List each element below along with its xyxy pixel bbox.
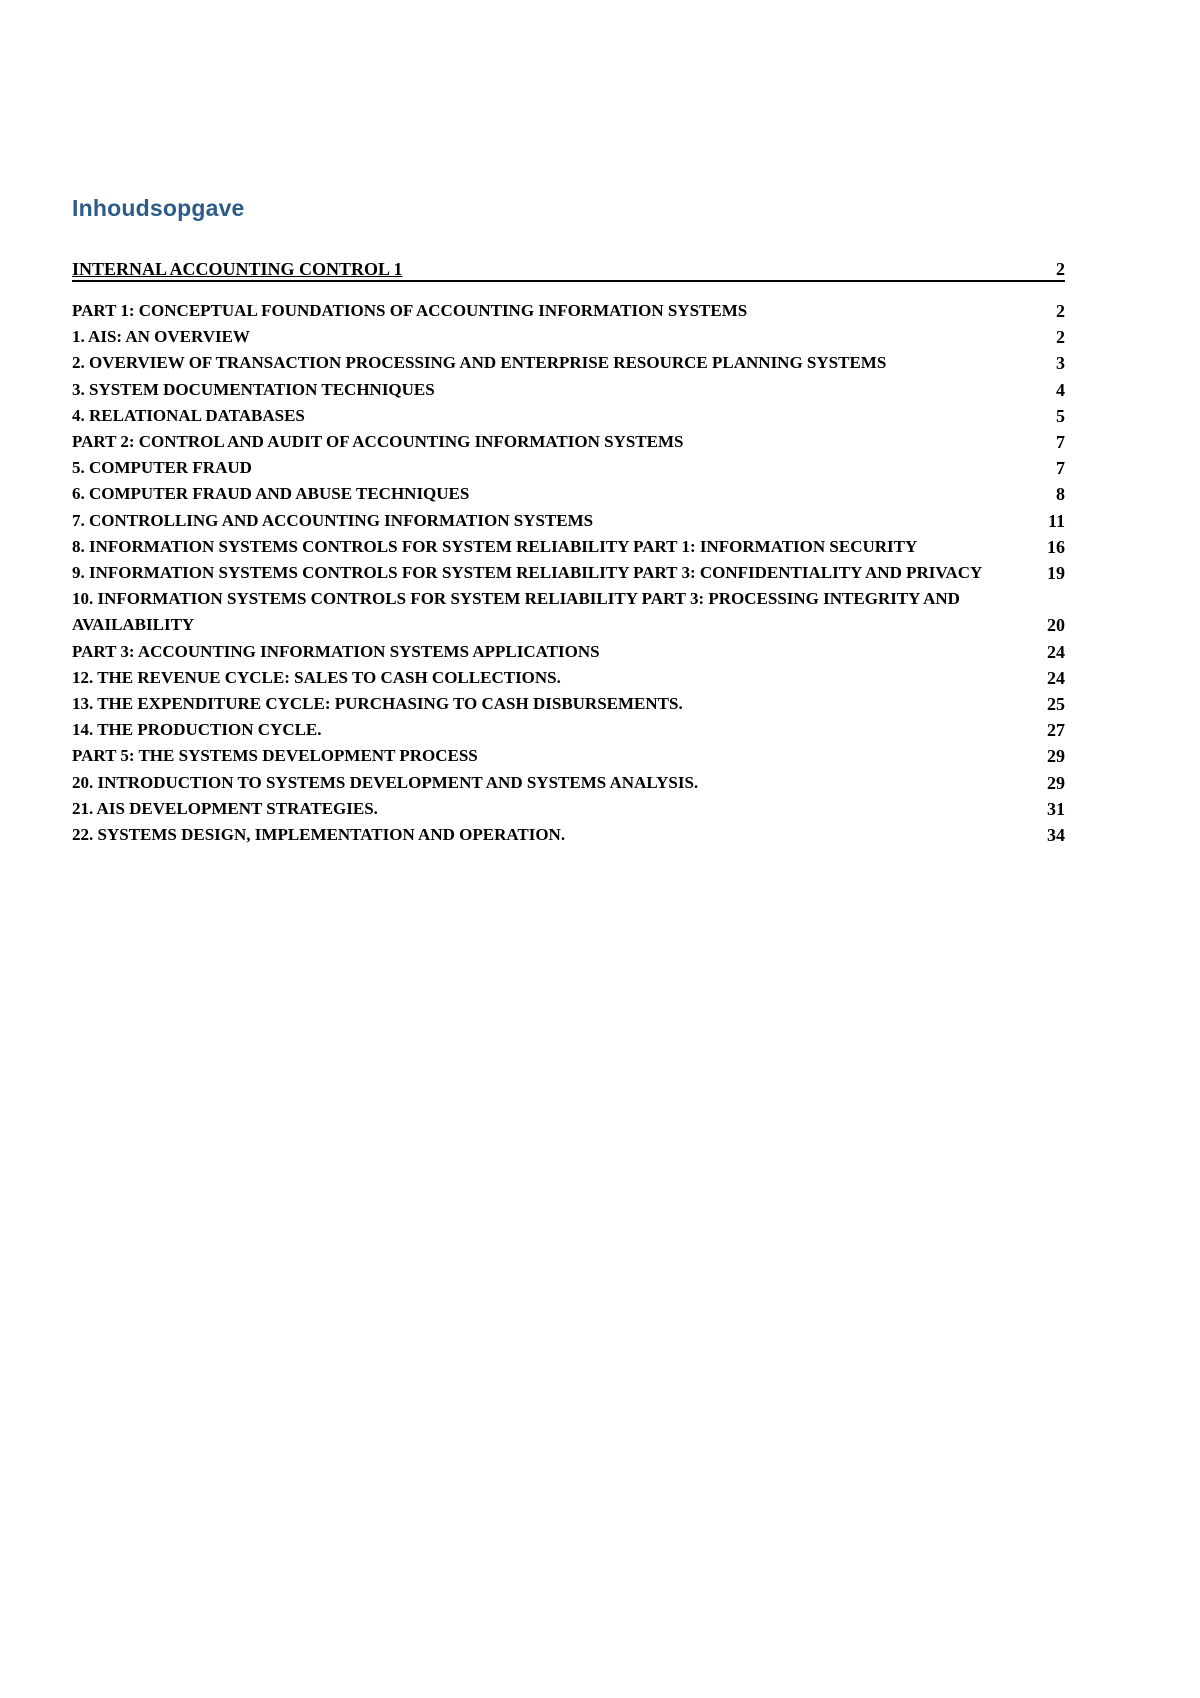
toc-entry[interactable] <box>72 717 1065 743</box>
toc-entry-title: 21. AIS DEVELOPMENT STRATEGIES. <box>72 798 378 818</box>
toc-entry[interactable] <box>72 770 1065 796</box>
toc-entry-page: 19 <box>1047 563 1065 584</box>
toc-entry[interactable] <box>72 796 1065 822</box>
toc-entry[interactable] <box>72 350 1065 376</box>
toc-entry[interactable] <box>72 560 1065 586</box>
toc-entry-title: INTERNAL ACCOUNTING CONTROL 1 <box>72 259 403 279</box>
toc-entry[interactable] <box>72 298 1065 324</box>
toc-entry-page: 5 <box>1056 405 1065 426</box>
toc-entry-page: 3 <box>1056 353 1065 374</box>
toc-list <box>72 298 1065 848</box>
toc-entry-page: 16 <box>1047 536 1065 557</box>
toc-entry-title: 9. INFORMATION SYSTEMS CONTROLS FOR SYSTEM RELIABILITY PART 3: CONFIDENTIALITY AND PRIVACY <box>72 563 983 583</box>
toc-entry-page: 25 <box>1047 694 1065 715</box>
toc-entry[interactable] <box>72 481 1065 507</box>
toc-entry-page: 7 <box>1056 458 1065 479</box>
toc-entry[interactable] <box>72 534 1065 560</box>
toc-entry[interactable] <box>72 455 1065 481</box>
toc-entry-title: 1. AIS: AN OVERVIEW <box>72 327 250 347</box>
toc-entry-title: 3. SYSTEM DOCUMENTATION TECHNIQUES <box>72 379 435 399</box>
toc-entry-page: 8 <box>1056 484 1065 505</box>
toc-entry-page: 34 <box>1047 825 1065 846</box>
toc-entry-page: 7 <box>1056 432 1065 453</box>
toc-entry-title: 22. SYSTEMS DESIGN, IMPLEMENTATION AND OPERATION. <box>72 825 566 845</box>
toc-entry-page: 29 <box>1047 746 1065 767</box>
toc-entry-title: 13. THE EXPENDITURE CYCLE: PURCHASING TO CASH DISBURSEMENTS. <box>72 694 683 714</box>
toc-entry-title: 4. RELATIONAL DATABASES <box>72 405 305 425</box>
toc-entry-title: 14. THE PRODUCTION CYCLE. <box>72 720 322 740</box>
toc-entry-page: 2 <box>1056 301 1065 321</box>
toc-entry-page: 27 <box>1047 720 1065 741</box>
toc-entry-page: 2 <box>1056 259 1065 279</box>
toc-entry-title: 12. THE REVENUE CYCLE: SALES TO CASH COLLECTIONS. <box>72 667 561 687</box>
toc-heading: Inhoudsopgave <box>72 195 245 221</box>
toc-entry[interactable] <box>72 639 1065 665</box>
toc-entry-title: 6. COMPUTER FRAUD AND ABUSE TECHNIQUES <box>72 484 470 504</box>
toc-entry-title: PART 1: CONCEPTUAL FOUNDATIONS OF ACCOUNTING INFORMATION SYSTEMS <box>72 301 748 320</box>
toc-entry[interactable] <box>72 691 1065 717</box>
toc-entry[interactable] <box>72 665 1065 691</box>
toc-entry[interactable] <box>72 377 1065 403</box>
toc-entry[interactable] <box>72 403 1065 429</box>
toc-entry-page: 11 <box>1047 510 1065 531</box>
toc-entry-title: PART 5: THE SYSTEMS DEVELOPMENT PROCESS <box>72 746 478 766</box>
toc-entry[interactable] <box>72 822 1065 848</box>
toc-entry[interactable] <box>72 586 1065 638</box>
toc-entry[interactable] <box>72 324 1065 350</box>
toc-entry-title: PART 3: ACCOUNTING INFORMATION SYSTEMS APPLICATIONS <box>72 641 600 661</box>
toc-entry[interactable] <box>72 743 1065 769</box>
toc-entry-title: 5. COMPUTER FRAUD <box>72 458 252 478</box>
toc-entry-internal-accounting-control[interactable] <box>72 258 1065 282</box>
toc-entry-title: PART 2: CONTROL AND AUDIT OF ACCOUNTING INFORMATION SYSTEMS <box>72 432 684 452</box>
toc-entry-page: 4 <box>1056 379 1065 400</box>
toc-entry-page: 20 <box>1047 615 1065 636</box>
document-page <box>72 0 1065 1698</box>
toc-entry-page: 24 <box>1047 641 1065 662</box>
toc-entry-title: 10. INFORMATION SYSTEMS CONTROLS FOR SYSTEM RELIABILITY PART 3: PROCESSING INTEGRITY AND AVAILABILITY <box>72 589 960 635</box>
toc-entry-title: 8. INFORMATION SYSTEMS CONTROLS FOR SYSTEM RELIABILITY PART 1: INFORMATION SECURITY <box>72 536 918 556</box>
toc-entry-page: 29 <box>1047 772 1065 793</box>
toc-entry[interactable] <box>72 429 1065 455</box>
toc-entry-title: 7. CONTROLLING AND ACCOUNTING INFORMATION SYSTEMS <box>72 510 594 530</box>
toc-entry-title: 20. INTRODUCTION TO SYSTEMS DEVELOPMENT AND SYSTEMS ANALYSIS. <box>72 772 699 792</box>
toc-entry-page: 2 <box>1056 327 1065 348</box>
toc-entry-page: 31 <box>1047 798 1065 819</box>
toc-entry-page: 24 <box>1047 667 1065 688</box>
toc-entry[interactable] <box>72 508 1065 534</box>
toc-entry-title: 2. OVERVIEW OF TRANSACTION PROCESSING AND ENTERPRISE RESOURCE PLANNING SYSTEMS <box>72 353 887 373</box>
